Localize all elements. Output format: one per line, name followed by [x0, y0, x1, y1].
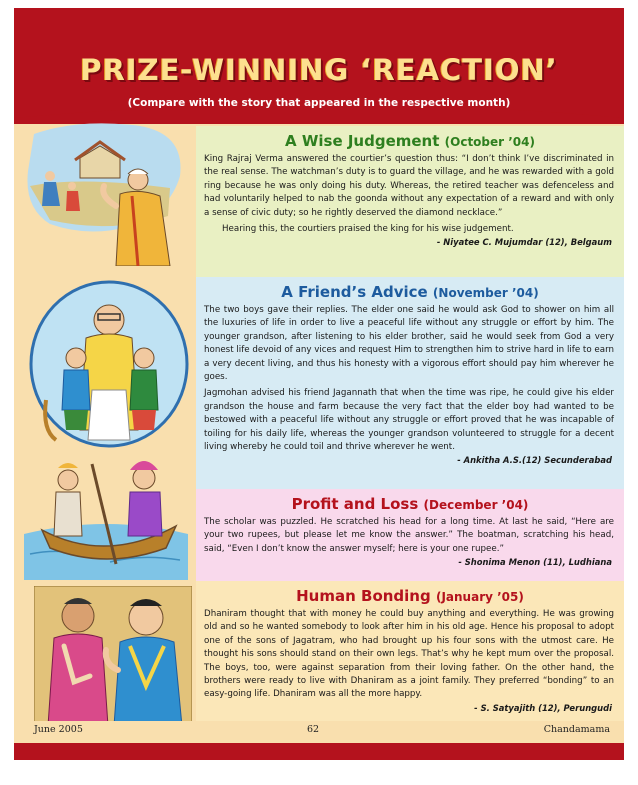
- section-heading: [196, 489, 624, 513]
- story-section-profit-and-loss: [196, 489, 624, 581]
- section-title: A Wise Judgement: [285, 132, 440, 150]
- page-title: PRIZE-WINNING ‘REACTION’: [80, 53, 558, 87]
- village-courtier-illustration: [20, 116, 190, 266]
- section-heading: [196, 277, 624, 301]
- two-men-conversation-illustration: [34, 586, 192, 726]
- section-month: (November ’04): [432, 286, 539, 300]
- author-credit: - Niyatee C. Mujumdar (12), Belgaum: [436, 237, 612, 248]
- boatman-scholar-illustration: [20, 444, 192, 580]
- section-title: Profit and Loss: [291, 495, 419, 513]
- author-credit: - Shonima Menon (11), Ludhiana: [458, 557, 612, 568]
- page-subtitle: (Compare with the story that appeared in the respective month): [127, 97, 511, 109]
- footer-issue-date: June 2005: [34, 724, 83, 735]
- story-paragraph: Dhaniram thought that with money he could buy anything and everything. He was growing old and so he wanted somebody to look after him in his old age. Hence his proposal to adopt one of the sons of Jagatram, who had brought up his four sons with the utmost care. He thought his sons should stand on their own legs. That’s why he kept mum over the proposal. The boys, too, were against separation from their loving father. On the other hand, the brothers were ready to live with Dhaniram as a joint family. They preferred “bonding” to an easy-going life. Dhaniram was all the more happy.: [204, 609, 614, 700]
- story-paragraph: The two boys gave their replies. The elder one said he would ask God to shower on him all the luxuries of life in order to live a peaceful life without any struggle or effort by him. The younger grandson, after listening to his elder brother, said he would seek from God a very honest life devoid of any vices and request Him to strengthen him to strive hard in life to earn a very decent living, and thus his honesty with a vigorous effort should pay him wherever he goes.: [204, 305, 615, 383]
- section-month: (December ’04): [423, 498, 529, 512]
- story-section-wise-judgement: [196, 126, 624, 277]
- author-credit: - Ankitha A.S.(12) Secunderabad: [457, 455, 612, 466]
- footer-page-number: 62: [307, 724, 320, 735]
- section-month: (January ’05): [435, 590, 524, 604]
- story-paragraph: The scholar was puzzled. He scratched his head for a long time. At last he said, “Here are your two rupees, but please let me know the answer.” The boatman, scratching his head, said, “Even I don’t know the answer myself; here is your one rupee.”: [204, 517, 614, 554]
- story-section-friends-advice: [196, 277, 624, 489]
- author-credit: - S. Satyajith (12), Perungudi: [474, 702, 612, 713]
- story-paragraph: Jagmohan advised his friend Jagannath that when the time was ripe, he could give his elder grandson the house and farm because the very fact that the elder boy had wanted to be bestowed with a peaceful life without any struggle or effort proved that he was incapable of toiling for his daily life, whereas the younger grandson volunteered to struggle for a decent living whereby he could toil and thrive wherever he went.: [204, 388, 614, 453]
- story-paragraph: King Rajraj Verma answered the courtier’s question thus: “I don’t think I’ve discriminated in the real sense. The watchman’s duty is to guard the village, and he was rewarded with a gold ring because he was only doing his duty. Whereas, the retired teacher was defenceless and had voluntarily helped to nab the goonda without any expectation of a reward and with only a sense of civic duty; so he rightly deserved the diamond necklace.”: [204, 154, 614, 218]
- magazine-page: [14, 8, 624, 760]
- section-heading: [196, 126, 624, 150]
- section-title: A Friend’s Advice: [281, 283, 428, 301]
- story-paragraph: Hearing this, the courtiers praised the king for his wise judgement.: [222, 224, 514, 235]
- section-month: (October ’04): [444, 135, 535, 149]
- grandfather-boys-illustration: [26, 280, 192, 448]
- story-section-human-bonding: [196, 581, 624, 721]
- footer-magazine-name: Chandamama: [543, 724, 610, 735]
- section-heading: [196, 581, 624, 605]
- section-title: Human Bonding: [296, 587, 431, 605]
